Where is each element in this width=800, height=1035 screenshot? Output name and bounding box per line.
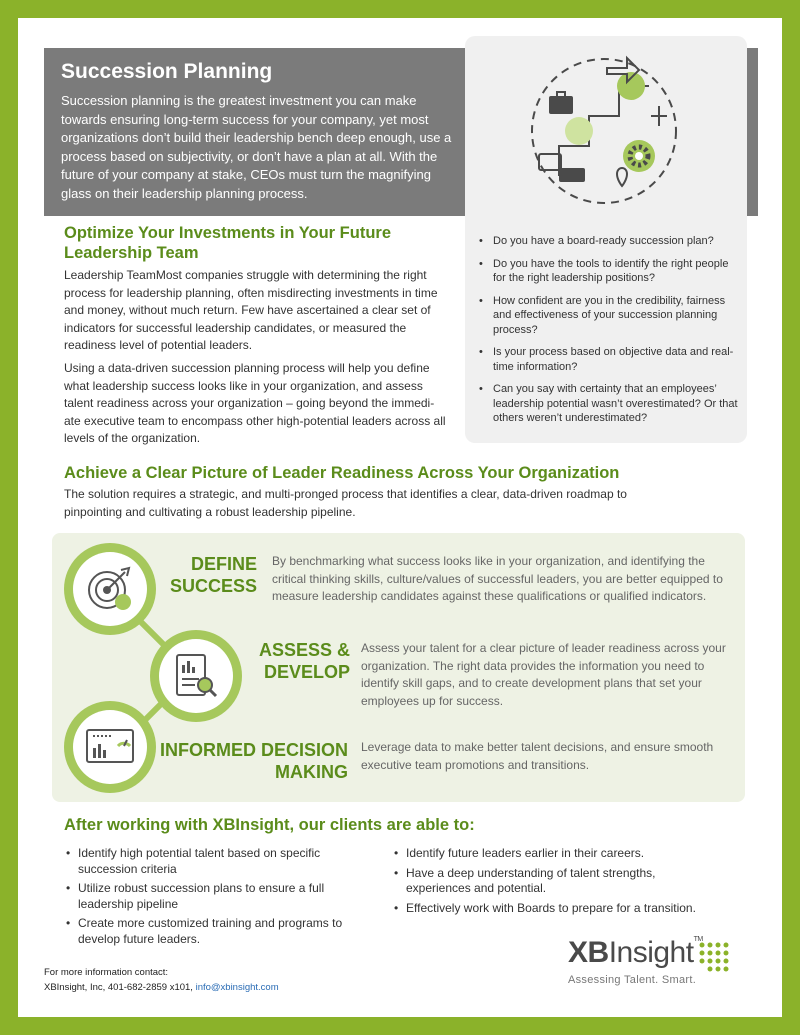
list-item: • Create more customized training and programs to develop future leaders. <box>64 916 364 947</box>
list-item: • Do you have a board-ready succession plan? <box>479 234 741 249</box>
xbinsight-logo <box>568 936 758 996</box>
section-heading-achieve: Achieve a Clear Picture of Leader Readiness Across Your Organization <box>64 464 620 482</box>
list-item: • Effectively work with Boards to prepare for a transition. <box>392 901 712 917</box>
questions-panel <box>465 36 747 443</box>
questions-list <box>479 234 741 434</box>
section-heading-optimize: Optimize Your Investments in Your Future Leadership Team <box>64 224 391 262</box>
step-description: By benchmarking what success looks like in your organization, and identifying the critical thinking skills, culture/values of successful leaders, you are better equipped to measure leadership candidates against these qualifications or qualified indicators. <box>272 554 723 603</box>
step-icon-circle <box>150 630 242 722</box>
list-item: • Utilize robust succession plans to ensure a full leadership pipeline <box>64 881 364 912</box>
contact-details: XBInsight, Inc, 401-682-2859 x101, <box>44 982 193 993</box>
list-item: • Identify high potential talent based on specific succession criteria <box>64 846 364 877</box>
list-item: • Have a deep understanding of talent strengths, experiences and potential. <box>392 866 712 897</box>
section-heading-outcomes: After working with XBInsight, our clients are able to: <box>64 816 475 834</box>
target-icon <box>85 564 135 614</box>
step-heading-informed-decision: INFORMED DECISION MAKING <box>159 740 348 782</box>
section-paragraph: The solution requires a strategic, and multi-pronged process that identifies a clear, data-driven roadmap to pinpointing and cultivating a robust leadership pipeline. <box>64 487 627 519</box>
page-title: Succession Planning <box>61 60 273 83</box>
document-page <box>18 18 782 1017</box>
outcomes-list-left <box>64 846 364 951</box>
logo-wordmark: XBInsight™ <box>568 936 703 969</box>
dashboard-icon <box>84 722 136 772</box>
logo-dots-icon <box>698 941 730 973</box>
step-heading-assess-develop: ASSESS & DEVELOP <box>258 640 350 682</box>
list-item: • Can you say with certainty that an employees’ leadership potential wasn’t overestimated? Or that others weren’t underestimated? <box>479 382 741 426</box>
list-item: • Do you have the tools to identify the right people for the right leadership positions? <box>479 257 741 286</box>
report-magnifier-icon <box>171 651 221 701</box>
step-icon-circle <box>64 701 156 793</box>
contact-label: For more information contact: <box>44 967 169 978</box>
list-item: • Is your process based on objective data and real-time information? <box>479 345 741 374</box>
section-paragraph: Leadership TeamMost companies struggle with determining the right process for leadership planning, often misdirecting investments in time and money, without much return. Few have ascertained a clear set of indicators for successful leadership candidates, or measured the readiness level of potential leaders. <box>64 268 438 352</box>
list-item: • Identify future leaders earlier in their careers. <box>392 846 712 862</box>
logo-tagline: Assessing Talent. Smart. <box>568 974 697 986</box>
email-link[interactable]: info@xbinsight.com <box>195 982 279 993</box>
section-paragraph: Using a data-driven succession planning process will help you define what leadership success looks like in your organization, and assess talent readiness across your organization – going beyond the immedi-ate executive team to encompass other high-potential leaders across all levels of the organization. <box>64 361 446 445</box>
step-icon-circle <box>64 543 156 635</box>
process-steps-panel <box>52 533 745 802</box>
leadership-path-illustration-icon <box>519 46 689 216</box>
step-heading-define-success: DEFINE SUCCESS <box>169 554 257 596</box>
step-description: Assess your talent for a clear picture of leader readiness across your organization. The right data provides the information you need to identify skill gaps, and to create development plans that set your employees up for success. <box>361 641 726 708</box>
list-item: • How confident are you in the credibility, fairness and effectiveness of your succession planning process? <box>479 294 741 338</box>
hero-intro-text: Succession planning is the greatest investment you can make towards ensuring long-term success for your company, yet most organizations don’t build their leadership bench deep enough, use a process based on subjectivity, or don’t have a plan at all. With the future of your company at stake, CEOs must turn the magnifying glass on their leadership planning process. <box>61 93 452 201</box>
contact-info <box>44 965 279 995</box>
step-description: Leverage data to make better talent decisions, and ensure smooth executive team promotions and transitions. <box>361 740 714 772</box>
outcomes-list-right <box>392 846 712 920</box>
